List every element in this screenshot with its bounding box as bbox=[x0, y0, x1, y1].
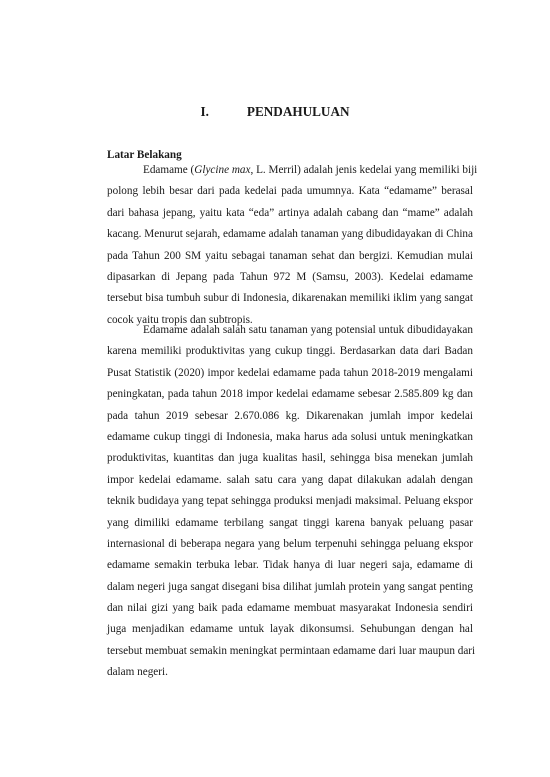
text-run: , L. Merril) adalah jenis kedelai yang memiliki biji bbox=[250, 164, 478, 176]
paragraph-line: dari bahasa jepang, yaitu kata “eda” artinya adalah cabang dan “mame” adalah bbox=[107, 206, 473, 219]
paragraph-line: Edamame adalah salah satu tanaman yang potensial untuk dibudidayakan bbox=[143, 324, 473, 336]
paragraph-line: tersebut membuat semakin meningkat permintaan edamame dari luar maupun dari bbox=[107, 644, 476, 657]
paragraph-line: karena memiliki produktivitas yang cukup tinggi. Berdasarkan data dari Badan bbox=[107, 345, 473, 358]
section-heading: Latar Belakang bbox=[107, 149, 182, 161]
paragraph-line: impor kedelai edamame. salah satu cara yang dapat dilakukan adalah dengan bbox=[107, 473, 473, 486]
paragraph-line: produktivitas, kuantitas dan juga kualitas hasil, sehingga bisa menekan jumlah bbox=[107, 452, 473, 465]
paragraph-line: edamame semakin terbuka lebar. Tidak hanya di luar negeri saja, edamame di bbox=[107, 559, 473, 572]
paragraph-line: dalam negeri juga sangat disegani bisa dilihat jumlah protein yang sangat penting bbox=[107, 580, 473, 593]
paragraph-line: polong lebih besar dari pada kedelai pada umumnya. Kata “edamame” berasal bbox=[107, 185, 473, 198]
paragraph-line: dan nilai gizi yang baik pada edamame membuat masyarakat Indonesia sendiri bbox=[107, 602, 473, 615]
chapter-number: I. bbox=[200, 104, 209, 119]
paragraph-line: tersebut bisa tumbuh subur di Indonesia, dikarenakan memiliki iklim yang sangat bbox=[107, 292, 473, 305]
paragraph-line bbox=[107, 160, 478, 181]
chapter-title bbox=[0, 104, 550, 120]
scientific-name: Glycine max bbox=[194, 164, 251, 176]
paragraph-line: cocok yaitu tropis dan subtropis. bbox=[107, 313, 253, 326]
paragraph-line: Pusat Statistik (2020) impor kedelai edamame pada tahun 2018-2019 mengalami bbox=[107, 366, 473, 379]
paragraph-line: kacang. Menurut sejarah, edamame adalah tanaman yang dibudidayakan di China bbox=[107, 228, 473, 241]
paragraph-line: dalam negeri. bbox=[107, 666, 168, 679]
paragraph-line: internasional di beberapa negara yang belum terpenuhi sehingga peluang ekspor bbox=[107, 537, 473, 550]
chapter-heading: PENDAHULUAN bbox=[246, 104, 350, 119]
paragraph-line: yang dimiliki edamame terbilang sangat tinggi karena banyak peluang pasar bbox=[107, 516, 473, 529]
paragraph-1 bbox=[107, 160, 478, 331]
paragraph-line: peningkatan, pada tahun 2018 impor kedelai edamame sebesar 2.585.809 kg dan bbox=[107, 388, 473, 401]
paragraph-line: pada tahun 2019 sebesar 2.670.086 kg. Dikarenakan jumlah impor kedelai bbox=[107, 409, 473, 422]
text-run: Edamame ( bbox=[143, 164, 195, 176]
paragraph-line: edamame cukup tinggi di Indonesia, maka harus ada solusi untuk meningkatkan bbox=[107, 430, 473, 443]
paragraph-line: pada Tahun 200 SM yaitu sebagai tanaman sehat dan bergizi. Kemudian mulai bbox=[107, 249, 473, 262]
paragraph-2 bbox=[107, 320, 476, 684]
paragraph-line: teknik budidaya yang tepat sehingga produksi menjadi maksimal. Peluang ekspor bbox=[107, 495, 473, 508]
paragraph-line: juga menjadikan edamame untuk layak dikonsumsi. Sehubungan dengan hal bbox=[107, 623, 473, 636]
paragraph-line: dipasarkan di Jepang pada Tahun 972 M (Samsu, 2003). Kedelai edamame bbox=[107, 270, 473, 283]
